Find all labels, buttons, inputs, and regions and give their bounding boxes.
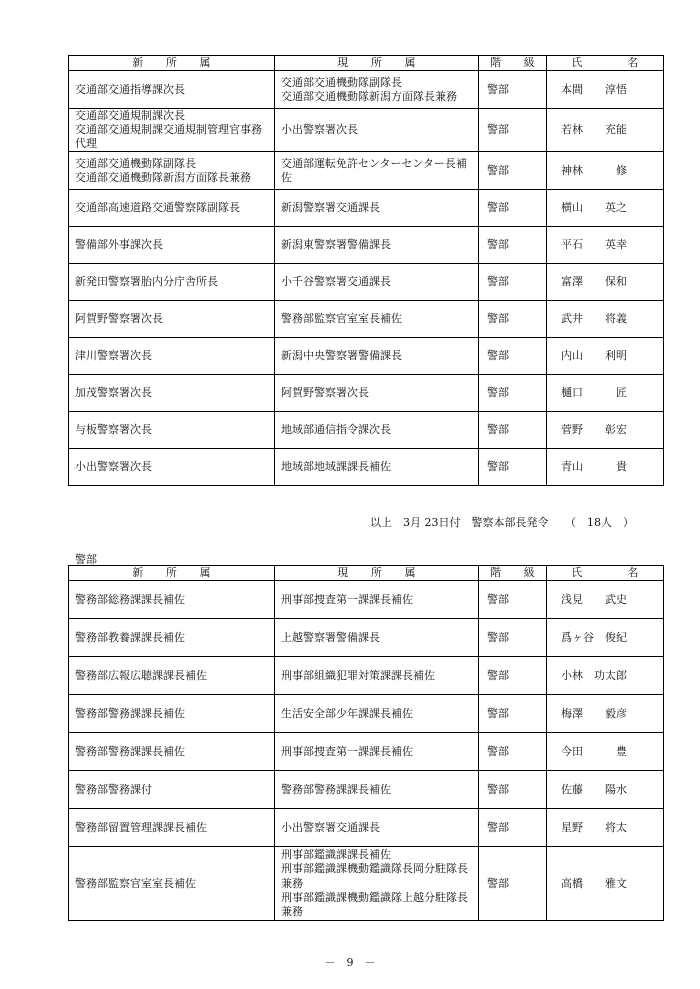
page-number: － 9 － [324, 956, 376, 969]
table-row [69, 449, 664, 486]
table-row [69, 733, 664, 771]
current-post-cell [275, 109, 479, 152]
new-post-cell [69, 190, 275, 227]
name-cell: 富澤 保和 [547, 264, 664, 301]
rank-cell: 警部 [479, 412, 547, 449]
header-name: 氏 名 [547, 56, 664, 71]
new-post-cell [69, 733, 275, 771]
rank-cell: 警部 [479, 301, 547, 338]
name-cell: 若林 充能 [547, 109, 664, 152]
table-row [69, 301, 664, 338]
table-header-row [69, 56, 664, 71]
current-post-cell-line: 交通部運転免許センターセンター長補 [281, 156, 467, 170]
table-row [69, 109, 664, 152]
name-cell: 爲ヶ谷 俊紀 [547, 619, 664, 657]
current-post-cell-line: 新潟東警察署警備課長 [281, 238, 391, 252]
new-post-cell-line: 交通部交通指導課次長 [75, 82, 185, 96]
current-post-cell [275, 375, 479, 412]
new-post-cell-line: 警務部広報広聴課課長補佐 [75, 668, 207, 682]
name-cell: 横山 英之 [547, 190, 664, 227]
new-post-cell-line: 警務部留置管理課課長補佐 [75, 820, 207, 834]
name-cell: 小林 功太郎 [547, 657, 664, 695]
header-new-post: 新 所 属 [69, 56, 275, 71]
current-post-cell [275, 619, 479, 657]
new-post-cell [69, 847, 275, 921]
current-post-cell-line: 阿賀野警察署次長 [281, 386, 369, 400]
table-row [69, 809, 664, 847]
appointments-table-2 [68, 565, 664, 921]
new-post-cell-line: 加茂警察署次長 [75, 386, 152, 400]
current-post-cell-line: 刑事部鑑識課課長補佐 [281, 848, 391, 862]
new-post-cell [69, 375, 275, 412]
new-post-cell-line: 与板警察署次長 [75, 423, 152, 437]
rank-cell: 警部 [479, 657, 547, 695]
current-post-cell-line: 佐 [281, 170, 292, 184]
new-post-cell [69, 264, 275, 301]
table-row [69, 264, 664, 301]
rank-cell: 警部 [479, 771, 547, 809]
current-post-cell [275, 695, 479, 733]
current-post-cell-line: 警務部警務課課長補佐 [281, 782, 391, 796]
rank-cell: 警部 [479, 847, 547, 921]
name-cell: 菅野 彰宏 [547, 412, 664, 449]
current-post-cell [275, 71, 479, 109]
new-post-cell [69, 152, 275, 190]
table-row [69, 375, 664, 412]
rank-cell: 警部 [479, 733, 547, 771]
header-name: 氏 名 [547, 566, 664, 581]
new-post-cell-line: 交通部交通機動隊副隊長 [75, 156, 196, 170]
rank-cell: 警部 [479, 619, 547, 657]
table-row [69, 695, 664, 733]
current-post-cell [275, 847, 479, 921]
current-post-cell [275, 338, 479, 375]
new-post-cell [69, 71, 275, 109]
table-row [69, 71, 664, 109]
name-cell: 高橋 雅文 [547, 847, 664, 921]
current-post-cell-line: 兼務 [281, 876, 303, 890]
new-post-cell-line: 交通部交通規制課交通規制管理官事務 [75, 123, 262, 137]
rank-cell: 警部 [479, 152, 547, 190]
name-cell: 佐藤 陽水 [547, 771, 664, 809]
new-post-cell [69, 338, 275, 375]
new-post-cell-line: 警務部警務課課長補佐 [75, 706, 185, 720]
new-post-cell-line: 警務部監察官室室長補佐 [75, 876, 196, 890]
rank-cell: 警部 [479, 695, 547, 733]
table-header-row [69, 566, 664, 581]
new-post-cell [69, 619, 275, 657]
current-post-cell [275, 657, 479, 695]
rank-cell: 警部 [479, 809, 547, 847]
new-post-cell [69, 657, 275, 695]
new-post-cell-line: 警務部教養課課長補佐 [75, 630, 185, 644]
name-cell: 神林 修 [547, 152, 664, 190]
current-post-cell [275, 190, 479, 227]
table-row [69, 338, 664, 375]
current-post-cell-line: 地域部地域課課長補佐 [281, 460, 391, 474]
header-current-post: 現 所 属 [275, 566, 479, 581]
current-post-cell [275, 227, 479, 264]
current-post-cell [275, 733, 479, 771]
new-post-cell-line: 小出警察署次長 [75, 460, 152, 474]
current-post-cell-line: 小千谷警察署交通課長 [281, 275, 391, 289]
table-row [69, 227, 664, 264]
table-row [69, 657, 664, 695]
new-post-cell [69, 809, 275, 847]
current-post-cell [275, 301, 479, 338]
header-rank: 階 級 [479, 56, 547, 71]
new-post-cell [69, 412, 275, 449]
current-post-cell [275, 771, 479, 809]
table-row [69, 771, 664, 809]
table-row [69, 619, 664, 657]
new-post-cell-line: 交通部交通規制課次長 [75, 109, 185, 123]
rank-section-label: 警部 [75, 553, 97, 566]
name-cell: 青山 貴 [547, 449, 664, 486]
name-cell: 星野 将太 [547, 809, 664, 847]
current-post-cell-line: 刑事部鑑識課機動鑑識隊上越分駐隊長 [281, 890, 468, 904]
current-post-cell-line: 刑事部捜査第一課課長補佐 [281, 744, 413, 758]
current-post-cell-line: 交通部交通機動隊新潟方面隊長兼務 [281, 89, 457, 103]
current-post-cell-line: 交通部交通機動隊副隊長 [281, 75, 402, 89]
current-post-cell-line: 警務部監察官室室長補佐 [281, 312, 402, 326]
name-cell: 本間 淳悟 [547, 71, 664, 109]
rank-cell: 警部 [479, 338, 547, 375]
rank-cell: 警部 [479, 449, 547, 486]
new-post-cell [69, 771, 275, 809]
current-post-cell-line: 地域部通信指令課次長 [281, 423, 391, 437]
rank-cell: 警部 [479, 109, 547, 152]
header-rank: 階 級 [479, 566, 547, 581]
name-cell: 樋口 匠 [547, 375, 664, 412]
current-post-cell-line: 小出警察署交通課長 [281, 820, 380, 834]
new-post-cell-line: 警務部総務課課長補佐 [75, 592, 185, 606]
new-post-cell [69, 695, 275, 733]
current-post-cell-line: 上越警察署警備課長 [281, 630, 380, 644]
header-current-post: 現 所 属 [275, 56, 479, 71]
header-new-post: 新 所 属 [69, 566, 275, 581]
rank-cell: 警部 [479, 227, 547, 264]
current-post-cell [275, 264, 479, 301]
new-post-cell [69, 449, 275, 486]
current-post-cell [275, 809, 479, 847]
table-row [69, 190, 664, 227]
name-cell: 武井 将義 [547, 301, 664, 338]
current-post-cell-line: 新潟警察署交通課長 [281, 201, 380, 215]
current-post-cell [275, 449, 479, 486]
table-2-body [69, 581, 664, 921]
rank-cell: 警部 [479, 190, 547, 227]
new-post-cell-line: 交通部交通機動隊新潟方面隊長兼務 [75, 170, 251, 184]
appointments-table-1 [68, 55, 664, 486]
name-cell: 梅澤 毅彦 [547, 695, 664, 733]
name-cell: 内山 利明 [547, 338, 664, 375]
new-post-cell [69, 581, 275, 619]
table-row [69, 581, 664, 619]
current-post-cell [275, 152, 479, 190]
table-row [69, 152, 664, 190]
name-cell: 今田 豊 [547, 733, 664, 771]
new-post-cell [69, 227, 275, 264]
new-post-cell-line: 津川警察署次長 [75, 349, 152, 363]
table-row [69, 847, 664, 921]
rank-cell: 警部 [479, 581, 547, 619]
current-post-cell-line: 刑事部組織犯罪対策課課長補佐 [281, 668, 435, 682]
new-post-cell-line: 阿賀野警察署次長 [75, 312, 163, 326]
new-post-cell-line: 警務部警務課課長補佐 [75, 744, 185, 758]
new-post-cell-line: 新発田警察署胎内分庁舎所長 [75, 275, 218, 289]
name-cell: 平石 英幸 [547, 227, 664, 264]
rank-cell: 警部 [479, 375, 547, 412]
rank-cell: 警部 [479, 71, 547, 109]
current-post-cell [275, 581, 479, 619]
current-post-cell-line: 新潟中央警察署警備課長 [281, 349, 402, 363]
new-post-cell-line: 警備部外事課次長 [75, 238, 163, 252]
current-post-cell-line: 小出警察署次長 [281, 123, 358, 137]
current-post-cell [275, 412, 479, 449]
new-post-cell [69, 301, 275, 338]
new-post-cell-line: 警務部警務課付 [75, 782, 152, 796]
rank-cell: 警部 [479, 264, 547, 301]
issuance-summary: 以上 3月 23日付 警察本部長発令 （ 18人 ） [370, 516, 634, 529]
name-cell: 浅見 武史 [547, 581, 664, 619]
table-row [69, 412, 664, 449]
new-post-cell-line: 交通部高速道路交通警察隊副隊長 [75, 201, 240, 215]
current-post-cell-line: 生活安全部少年課課長補佐 [281, 706, 413, 720]
new-post-cell-line: 代理 [75, 137, 97, 151]
current-post-cell-line: 兼務 [281, 904, 303, 918]
table-1-body [69, 71, 664, 486]
new-post-cell [69, 109, 275, 152]
current-post-cell-line: 刑事部捜査第一課課長補佐 [281, 592, 413, 606]
current-post-cell-line: 刑事部鑑識課機動鑑識隊長岡分駐隊長 [281, 862, 468, 876]
